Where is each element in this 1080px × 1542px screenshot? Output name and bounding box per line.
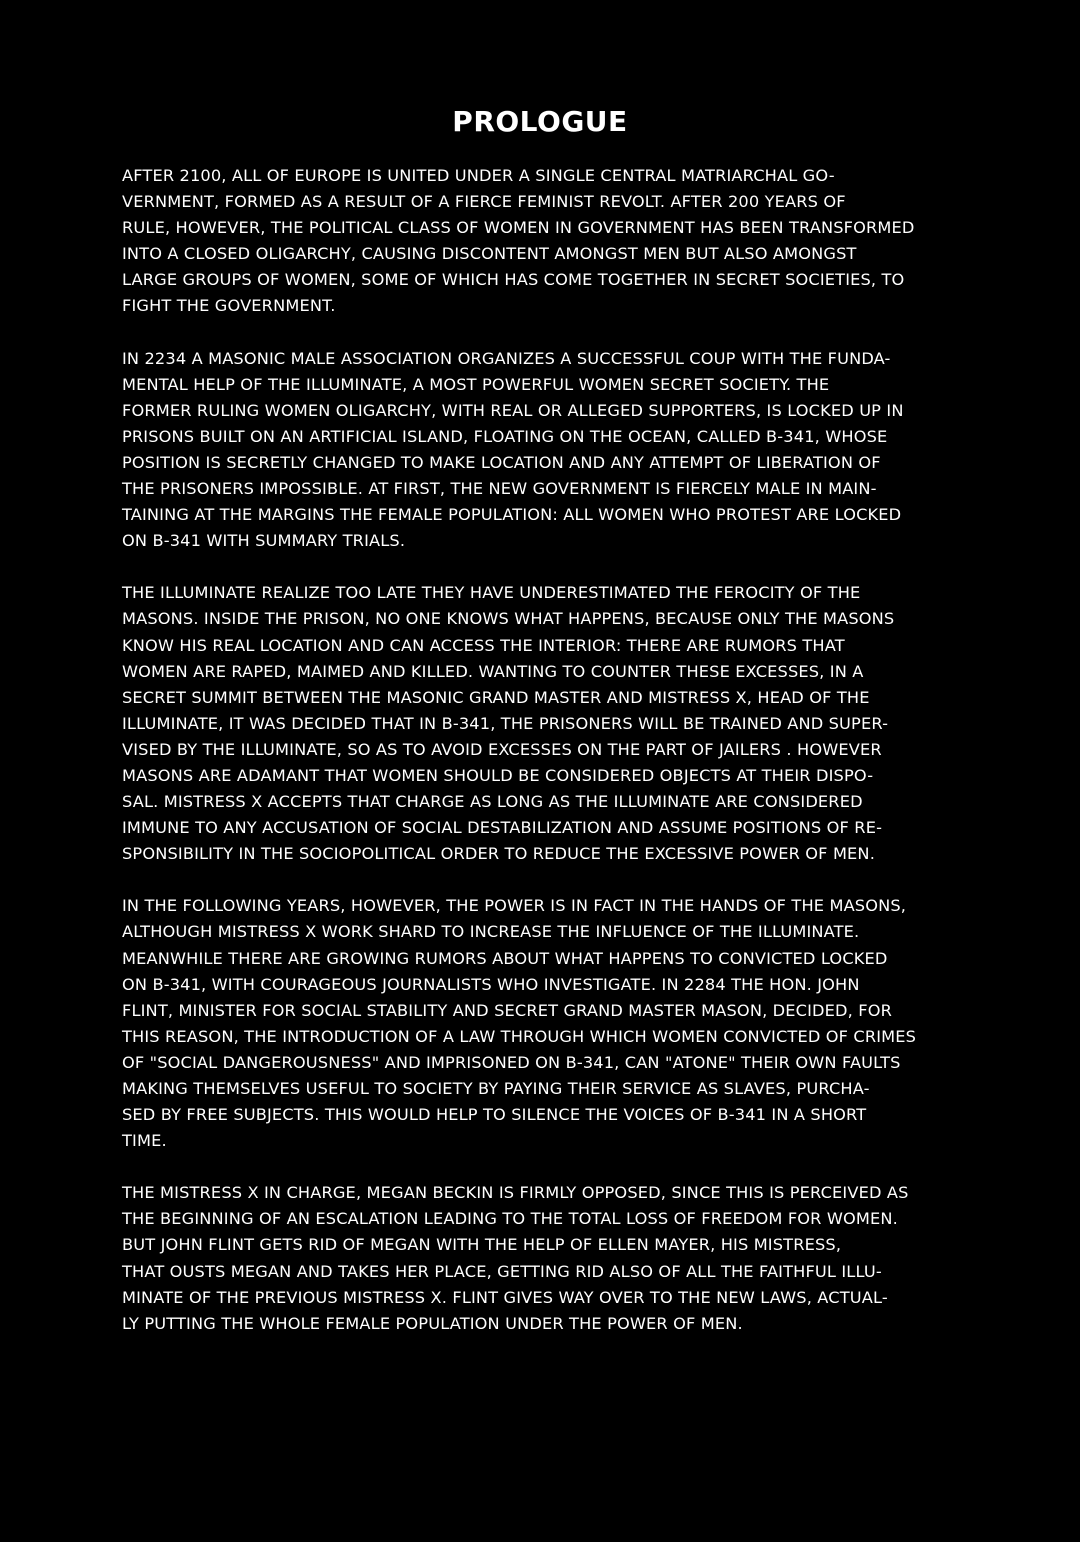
paragraph-2: IN 2234 A MASONIC MALE ASSOCIATION ORGANIZES A SUCCESSFUL COUP WITH THE FUNDA- MENTAL HELP OF THE ILLUMINATE, A MOST POWERFUL WOMEN SECRET SOCIETY. THE FORMER RULING WOMEN OLIGARCHY, WITH REAL OR ALLEGED SUPPORTERS, IS LOCKED UP IN PRISONS BUILT ON AN ARTIFICIAL ISLAND, FLOATING ON THE OCEAN, CALLED B-341, WHOSE POSITION IS SECRETLY CHANGED TO MAKE LOCATION AND ANY ATTEMPT OF LIBERATION OF THE PRISONERS IMPOSSIBLE. AT FIRST, THE NEW GOVERNMENT IS FIERCELY MALE IN MAIN- TAINING AT THE MARGINS THE FEMALE POPULATION: ALL WOMEN WHO PROTEST ARE LOCKED ON B-341 WITH SUMMARY TRIALS. — [122, 348, 904, 551]
paragraph-5: THE MISTRESS X IN CHARGE, MEGAN BECKIN IS FIRMLY OPPOSED, SINCE THIS IS PERCEIVED AS THE BEGINNING OF AN ESCALATION LEADING TO THE TOTAL LOSS OF FREEDOM FOR WOMEN. BUT JOHN FLINT GETS RID OF MEGAN WITH THE HELP OF ELLEN MAYER, HIS MISTRESS, THAT OUSTS MEGAN AND TAKES HER PLACE, GETTING RID ALSO OF ALL THE FAITHFUL ILLU- MINATE OF THE PREVIOUS MISTRESS X. FLINT GIVES WAY OVER TO THE NEW LAWS, ACTUAL- LY PUTTING THE WHOLE FEMALE POPULATION UNDER THE POWER OF MEN. — [122, 1183, 909, 1333]
paragraph-1: AFTER 2100, ALL OF EUROPE IS UNITED UNDER A SINGLE CENTRAL MATRIARCHAL GO- VERNMENT, FORMED AS A RESULT OF A FIERCE FEMINIST REVOLT. AFTER 200 YEARS OF RULE, HOWEVER, THE POLITICAL CLASS OF WOMEN IN GOVERNMENT HAS BEEN TRANSFORMED INTO A CLOSED OLIGARCHY, CAUSING DISCONTENT AMONGST MEN BUT ALSO AMONGST LARGE GROUPS OF WOMEN, SOME OF WHICH HAS COME TOGETHER IN SECRET SOCIETIES, TO FIGHT THE GOVERNMENT. — [122, 166, 915, 316]
prologue-body — [122, 163, 982, 1363]
paragraph-3: THE ILLUMINATE REALIZE TOO LATE THEY HAVE UNDERESTIMATED THE FEROCITY OF THE MASONS. INSIDE THE PRISON, NO ONE KNOWS WHAT HAPPENS, BECAUSE ONLY THE MASONS KNOW HIS REAL LOCATION AND CAN ACCESS THE INTERIOR: THERE ARE RUMORS THAT WOMEN ARE RAPED, MAIMED AND KILLED. WANTING TO COUNTER THESE EXCESSES, IN A SECRET SUMMIT BETWEEN THE MASONIC GRAND MASTER AND MISTRESS X, HEAD OF THE ILLUMINATE, IT WAS DECIDED THAT IN B-341, THE PRISONERS WILL BE TRAINED AND SUPER- VISED BY THE ILLUMINATE, SO AS TO AVOID EXCESSES ON THE PART OF JAILERS . HOWEVER MASONS ARE ADAMANT THAT WOMEN SHOULD BE CONSIDERED OBJECTS AT THEIR DISPO- SAL. MISTRESS X ACCEPTS THAT CHARGE AS LONG AS THE ILLUMINATE ARE CONSIDERED IMMUNE TO ANY ACCUSATION OF SOCIAL DESTABILIZATION AND ASSUME POSITIONS OF RE- SPONSIBILITY IN THE SOCIOPOLITICAL ORDER TO REDUCE THE EXCESSIVE POWER OF MEN. — [122, 583, 895, 864]
paragraph-4: IN THE FOLLOWING YEARS, HOWEVER, THE POWER IS IN FACT IN THE HANDS OF THE MASONS, ALTHOUGH MISTRESS X WORK SHARD TO INCREASE THE INFLUENCE OF THE ILLUMINATE. MEANWHILE THERE ARE GROWING RUMORS ABOUT WHAT HAPPENS TO CONVICTED LOCKED ON B-341, WITH COURAGEOUS JOURNALISTS WHO INVESTIGATE. IN 2284 THE HON. JOHN FLINT, MINISTER FOR SOCIAL STABILITY AND SECRET GRAND MASTER MASON, DECIDED, FOR THIS REASON, THE INTRODUCTION OF A LAW THROUGH WHICH WOMEN CONVICTED OF CRIMES OF "SOCIAL DANGEROUSNESS" AND IMPRISONED ON B-341, CAN "ATONE" THEIR OWN FAULTS MAKING THEMSELVES USEFUL TO SOCIETY BY PAYING THEIR SERVICE AS SLAVES, PURCHA- SED BY FREE SUBJECTS. THIS WOULD HELP TO SILENCE THE VOICES OF B-341 IN A SHORT TIME. — [122, 896, 917, 1151]
page-title: PROLOGUE — [452, 105, 628, 138]
